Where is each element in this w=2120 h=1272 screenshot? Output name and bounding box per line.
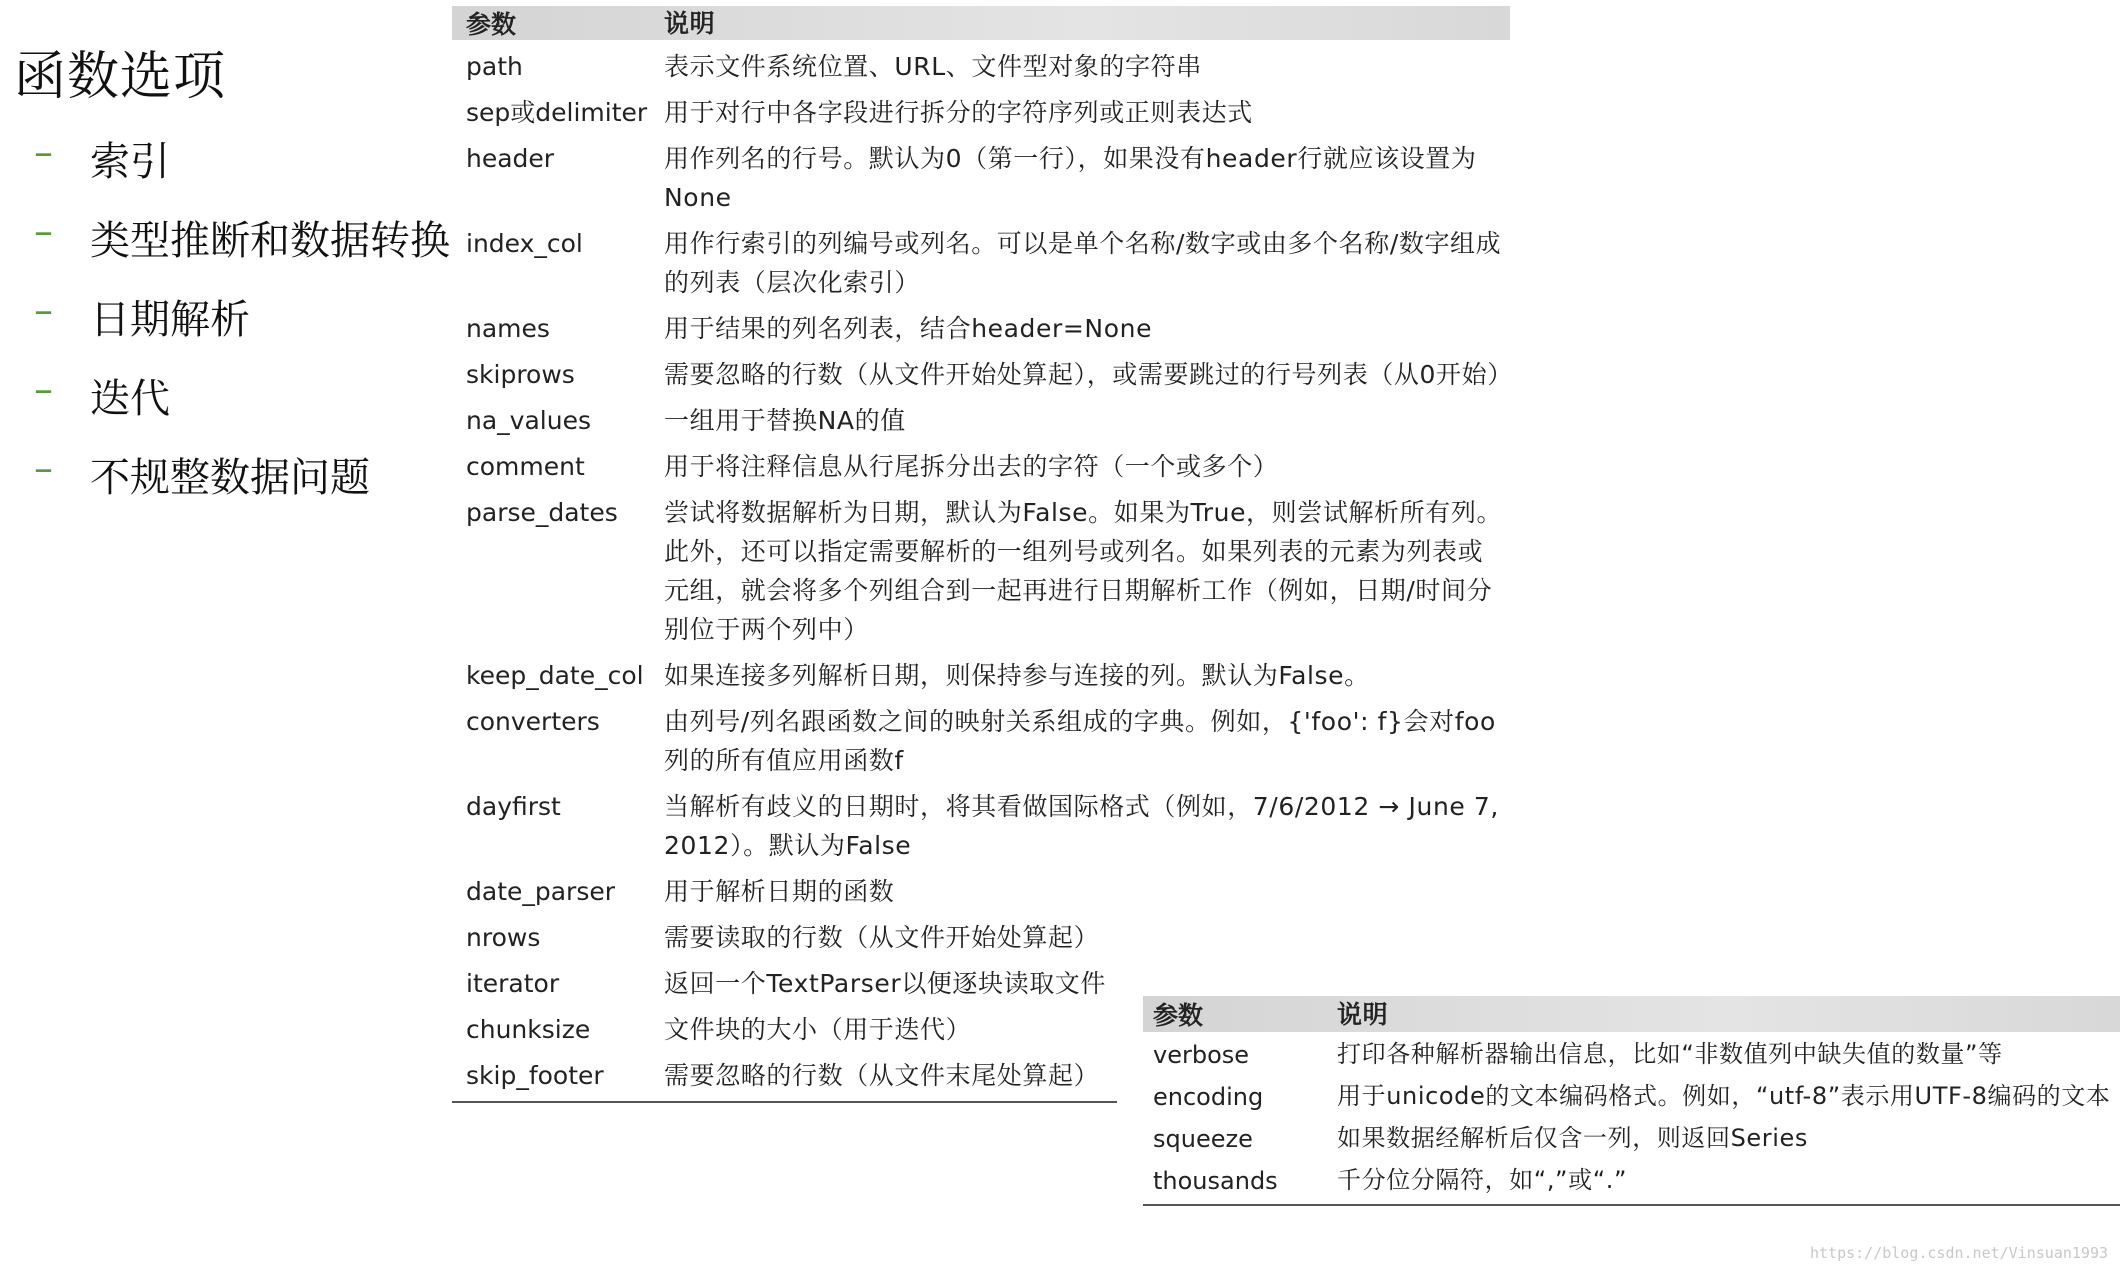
table-header [1143,996,2120,1032]
header-param: 参数 [466,10,517,39]
bullet-text: 迭代 [90,376,170,422]
param-name: iterator [466,969,560,998]
table-row [1143,1120,2120,1158]
table-bottom-rule [452,1101,1117,1103]
table-row [452,309,1510,348]
param-name: na_values [466,406,591,435]
param-name: dayfirst [466,792,561,821]
dash-icon: – [34,446,53,490]
bullet-item [34,288,450,367]
param-desc: 文件块的大小（用于迭代） [664,1015,972,1044]
param-name: names [466,314,550,343]
bullet-item [34,446,450,525]
table-header [452,6,1510,40]
param-name: chunksize [466,1015,591,1044]
param-desc: 如果数据经解析后仅含一列，则返回Series [1337,1124,1809,1152]
table-row [452,447,1510,486]
table-row [452,224,1510,302]
params-table-extra [1143,996,2120,1206]
table-row [1143,1036,2120,1074]
table-row [452,47,1510,86]
param-name: skiprows [466,360,575,389]
param-name: verbose [1153,1041,1250,1069]
param-desc: 返回一个TextParser以便逐块读取文件 [664,969,1106,998]
param-desc: 需要忽略的行数（从文件末尾处算起） [664,1061,1100,1090]
table-row [1143,1162,2120,1200]
bullet-text: 不规整数据问题 [90,455,370,501]
header-desc: 说明 [1337,999,1389,1029]
param-name: path [466,52,523,81]
dash-icon: – [34,209,53,253]
bullet-item [34,209,450,288]
table-row [452,139,1510,217]
param-desc: 需要读取的行数（从文件开始处算起） [664,923,1100,952]
param-name: index_col [466,229,583,258]
table-bottom-rule [1143,1204,2120,1206]
param-desc: 用于unicode的文本编码格式。例如，“utf-8”表示用UTF-8编码的文本 [1337,1082,2111,1110]
dash-icon: – [34,367,53,411]
param-desc: 由列号/列名跟函数之间的映射关系组成的字典。例如，{'foo': f}会对foo列的所有值应用函数f [664,707,1496,775]
table-row [452,1056,1122,1095]
param-desc: 用作行索引的列编号或列名。可以是单个名称/数字或由多个名称/数字组成的列表（层次化索引） [664,229,1502,297]
param-name: encoding [1153,1083,1264,1111]
table-row [1143,1078,2120,1116]
table-row [452,656,1510,695]
param-name: squeeze [1153,1125,1253,1153]
param-desc: 表示文件系统位置、URL、文件型对象的字符串 [664,52,1202,81]
table-row [452,787,1510,865]
bullet-item [34,130,450,209]
param-desc: 需要忽略的行数（从文件开始处算起），或需要跳过的行号列表（从0开始） [664,360,1513,389]
table-row [452,872,1510,911]
param-desc: 打印各种解析器输出信息，比如“非数值列中缺失值的数量”等 [1337,1040,2003,1068]
table-row [452,702,1510,780]
table-row [452,918,1510,957]
param-desc: 千分位分隔符，如“,”或“.” [1337,1166,1627,1194]
param-name: converters [466,707,600,736]
param-desc: 一组用于替换NA的值 [664,406,906,435]
param-name: header [466,144,555,173]
slide-title: 函数选项 [14,47,227,107]
param-desc: 用于结果的列名列表，结合header=None [664,314,1153,343]
param-name: comment [466,452,585,481]
params-table-main [452,6,1513,1103]
param-name: keep_date_col [466,661,644,690]
param-name: skip_footer [466,1061,604,1090]
param-desc: 用于将注释信息从行尾拆分出去的字符（一个或多个） [664,452,1279,481]
param-desc: 用作列名的行号。默认为0（第一行），如果没有header行就应该设置为None [664,144,1477,212]
bullet-text: 日期解析 [90,297,250,343]
watermark-url: https://blog.csdn.net/Vinsuan1993 [1809,1244,2108,1262]
param-desc: 用于对行中各字段进行拆分的字符序列或正则表达式 [664,98,1253,127]
param-name: date_parser [466,877,616,906]
param-name: nrows [466,923,541,952]
param-desc: 当解析有歧义的日期时，将其看做国际格式（例如，7/6/2012 → June 7, 2012）。默认为False [664,792,1499,860]
bullet-text: 类型推断和数据转换 [90,218,450,264]
param-name: parse_dates [466,498,618,527]
header-param: 参数 [1153,1001,1204,1030]
bullet-item [34,367,450,446]
param-desc: 尝试将数据解析为日期，默认为False。如果为True，则尝试解析所有列。此外，还可以指定需要解析的一组列号或列名。如果列表的元素为列表或元组，就会将多个列组合到一起再进行日期解析工作（例如，日期/时间分别位于两个列中） [664,498,1503,644]
header-desc: 说明 [664,8,716,38]
param-name: thousands [1153,1167,1278,1195]
dash-icon: – [34,130,53,174]
table-row [452,355,1513,394]
param-name: sep或delimiter [466,98,648,127]
bullet-list [34,130,450,525]
dash-icon: – [34,288,53,332]
table-row [452,93,1510,132]
table-row [452,493,1510,649]
param-desc: 如果连接多列解析日期，则保持参与连接的列。默认为False。 [664,661,1370,690]
table-row [452,401,1510,440]
param-desc: 用于解析日期的函数 [664,877,895,906]
bullet-text: 索引 [90,139,170,185]
